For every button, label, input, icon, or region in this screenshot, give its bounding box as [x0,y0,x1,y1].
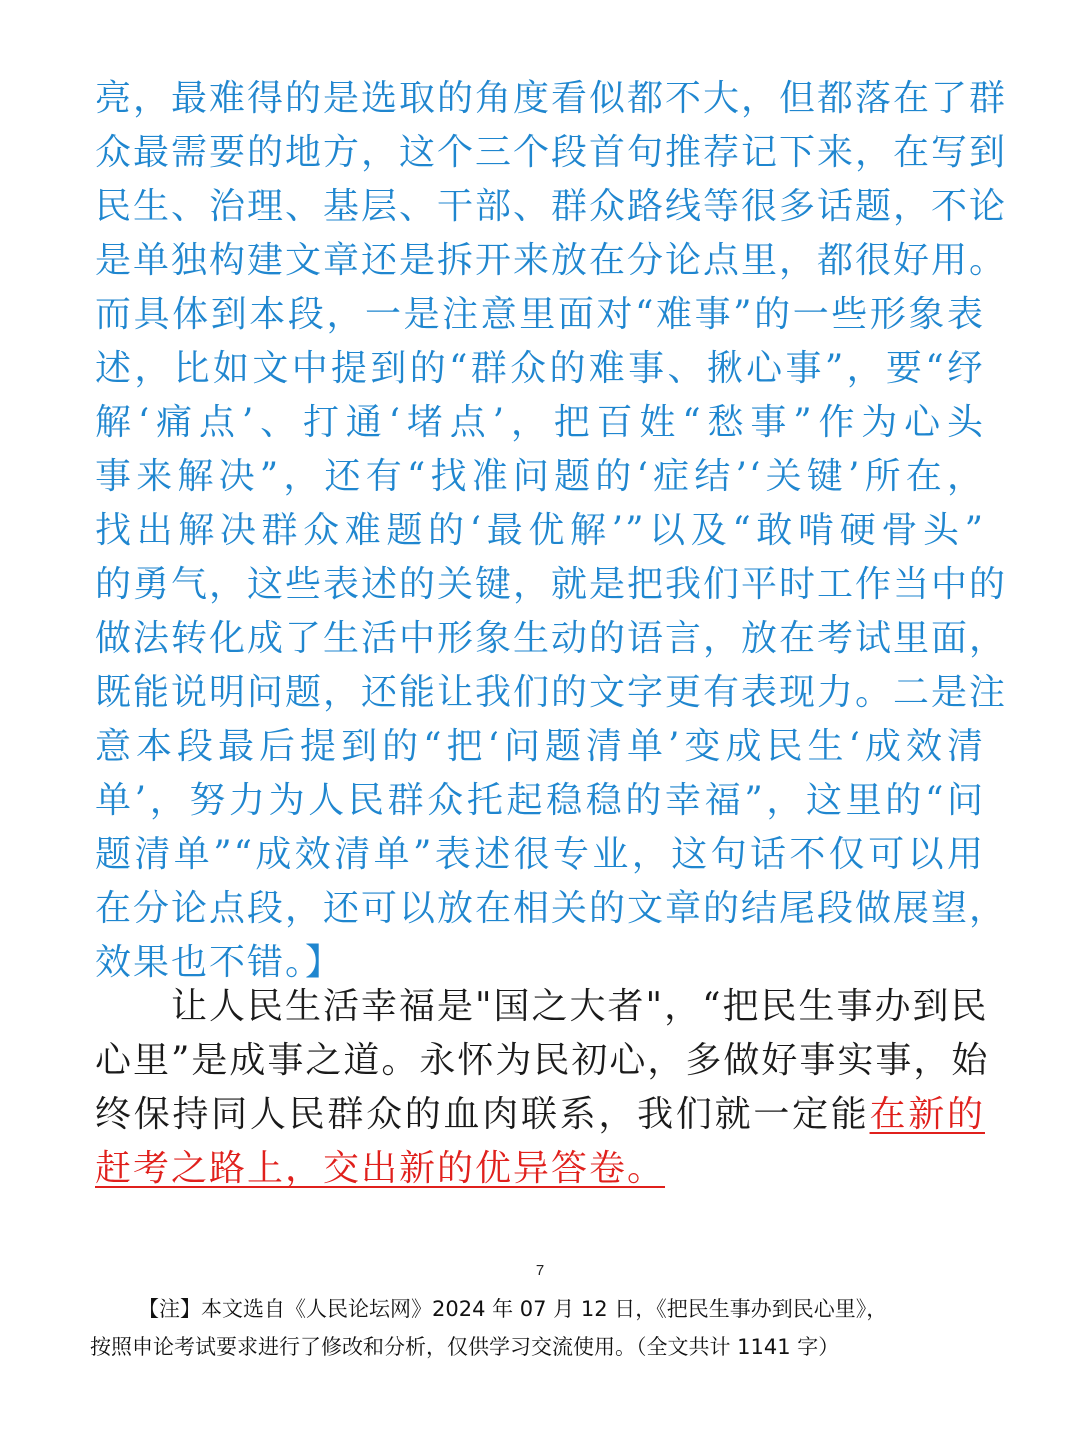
conclusion-line [95,1088,985,1142]
analysis-line: 事来解决”，还有“找准问题的‘症结’‘关键’所在， [95,456,985,497]
analysis-line: 单’，努力为人民群众托起稳稳的幸福”，这里的“问 [95,780,985,821]
analysis-line: 民生、治理、基层、干部、群众路线等很多话题，不论 [95,186,1008,227]
analysis-line: 而具体到本段，一是注意里面对“难事”的一些形象表 [95,294,985,335]
analysis-paragraph [95,72,1008,990]
source-note-line: 按照申论考试要求进行了修改和分析，仅供学习交流使用。（全文共计 1141 字） [90,1335,840,1359]
source-note [90,1290,990,1366]
analysis-line: 解‘痛点’、打通‘堵点’，把百姓“愁事”作为心头 [95,402,985,443]
analysis-line: 亮，最难得的是选取的角度看似都不大，但都落在了群 [95,78,1008,119]
highlighted-text: 在新的 [869,1094,985,1135]
analysis-line: 众最需要的地方，这个三个段首句推荐记下来，在写到 [95,132,1008,173]
analysis-line: 效果也不错。】 [95,942,344,983]
highlighted-text: 赶考之路上，交出新的优异答卷。 [95,1148,666,1189]
analysis-line: 述，比如文中提到的“群众的难事、揪心事”，要“纾 [95,348,985,389]
conclusion-line [95,1142,985,1196]
analysis-line: 在分论点段，还可以放在相关的文章的结尾段做展望， [95,888,1008,929]
analysis-line: 是单独构建文章还是拆开来放在分论点里，都很好用。 [95,240,1008,281]
conclusion-line: 心里”是成事之道。永怀为民初心，多做好事实事，始 [95,1040,990,1081]
analysis-line: 题清单”“成效清单”表述很专业，这句话不仅可以用 [95,834,985,875]
analysis-line: 既能说明问题，还能让我们的文字更有表现力。二是注 [95,672,1008,713]
conclusion-paragraph [95,980,990,1196]
analysis-line: 的勇气，这些表述的关键，就是把我们平时工作当中的 [95,564,1008,605]
page-number: 7 [535,1262,545,1279]
analysis-line: 找出解决群众难题的‘最优解’”以及“敢啃硬骨头” [95,510,985,551]
conclusion-line: 让人民生活幸福是"国之大者"，“把民生事办到民 [95,986,989,1027]
conclusion-text: 终保持同人民群众的血肉联系，我们就一定能 [95,1094,870,1135]
analysis-line: 意本段最后提到的“把‘问题清单’变成民生‘成效清 [95,726,985,767]
analysis-line: 做法转化成了生活中形象生动的语言，放在考试里面， [95,618,1008,659]
source-note-line: 【注】本文选自《人民论坛网》2024 年 07 月 12 日，《把民生事办到民心里》， [138,1297,888,1321]
